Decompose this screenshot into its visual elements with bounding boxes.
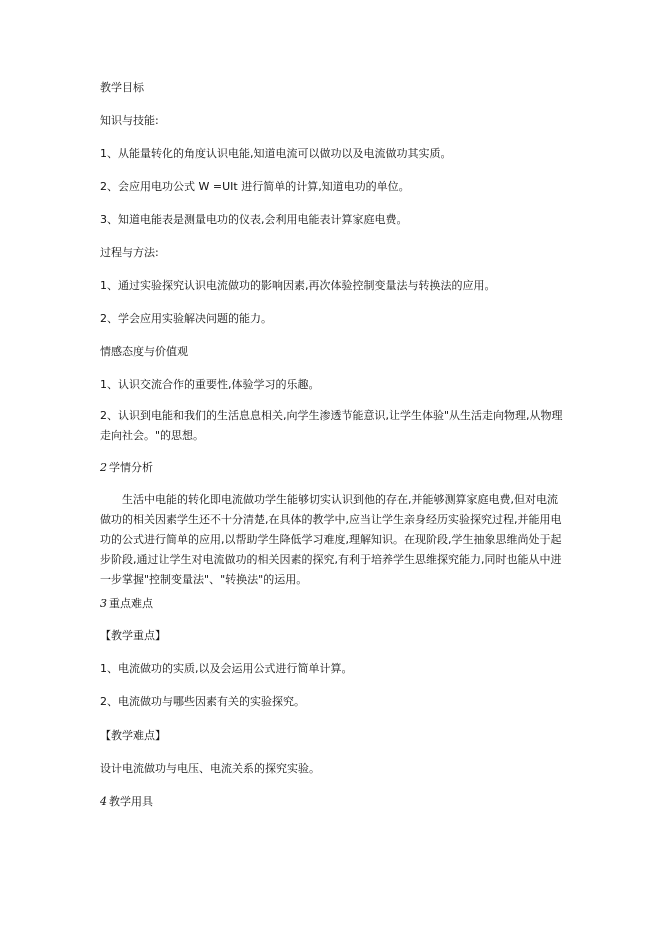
- process-item-2: 2、学会应用实验解决问题的能力。: [100, 312, 272, 325]
- emotion-item-1: 1、认识交流合作的重要性,体验学习的乐趣。: [100, 378, 320, 391]
- difficulty-text: 设计电流做功与电压、电流关系的探究实验。: [100, 762, 320, 775]
- section-4-title: 教学用具: [109, 795, 153, 808]
- analysis-paragraph: 生活中电能的转化即电流做功学生能够切实认识到他的存在,并能够测算家庭电费,但对电流做功的相关因素学生还不十分清楚,在具体的教学中,应当让学生亲身经历实验探究过程,并能用电功的公式进行简单的应用,以帮助学生降低学习难度,理解知识。在现阶段,学生抽象思维尚处于起步阶段,通过让学生对电流做功的相关因素的探究,有利于培养学生思维探究能力,同时也能从中进一步掌握"控制变量法"、"转换法"的运用。: [100, 493, 562, 586]
- section-3-number: 3: [100, 597, 107, 610]
- process-heading: 过程与方法:: [100, 246, 159, 259]
- section-4-heading: [100, 794, 153, 810]
- process-item-1: 1、通过实验探究认识电流做功的影响因素,再次体验控制变量法与转换法的应用。: [100, 279, 496, 292]
- key-item-2: 2、电流做功与哪些因素有关的实验探究。: [100, 695, 305, 708]
- doc-title: 教学目标: [100, 81, 144, 94]
- knowledge-item-1: 1、从能量转化的角度认识电能,知道电流可以做功以及电流做功其实质。: [100, 147, 452, 160]
- key-heading: 【教学重点】: [100, 629, 166, 642]
- section-2-title: 学情分析: [109, 461, 153, 474]
- key-item-1: 1、电流做功的实质,以及会运用公式进行简单计算。: [100, 662, 353, 675]
- section-2-number: 2: [100, 461, 107, 474]
- section-3-heading: [100, 596, 153, 612]
- knowledge-heading: 知识与技能:: [100, 114, 159, 127]
- section-4-number: 4: [100, 795, 107, 808]
- section-3-title: 重点难点: [109, 597, 153, 610]
- section-2-heading: [100, 460, 153, 476]
- knowledge-item-2: 2、会应用电功公式 W =UIt 进行简单的计算,知道电功的单位。: [100, 180, 410, 193]
- emotion-heading: 情感态度与价值观: [100, 345, 188, 358]
- knowledge-item-3: 3、知道电能表是测量电功的仪表,会利用电能表计算家庭电费。: [100, 213, 408, 226]
- emotion-item-2: 2、认识到电能和我们的生活息息相关,向学生渗透节能意识,让学生体验"从生活走向物理,从物理走向社会。"的思想。: [100, 409, 563, 442]
- difficulty-heading: 【教学难点】: [100, 729, 166, 742]
